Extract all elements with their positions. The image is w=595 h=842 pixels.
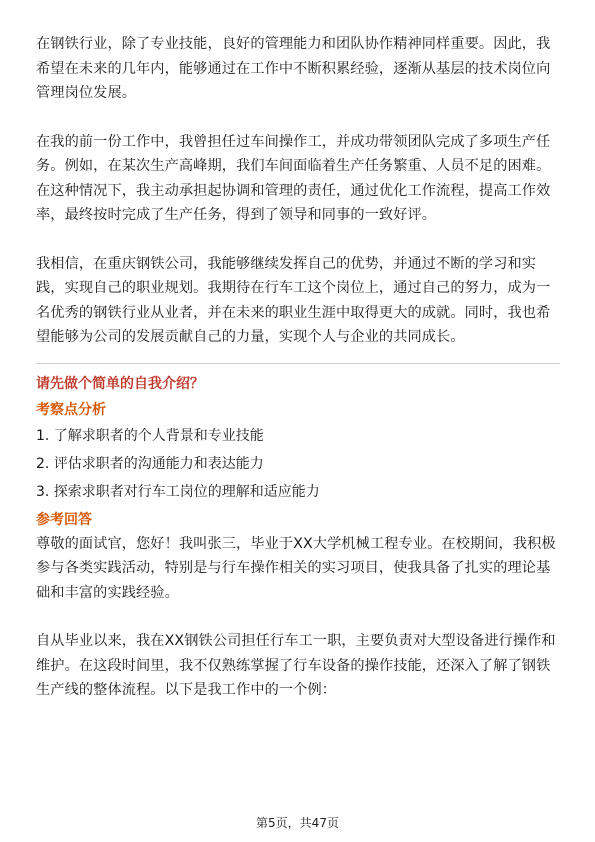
- analysis-item: 2. 评估求职者的沟通能力和表达能力: [36, 455, 264, 472]
- page-content: [36, 32, 560, 703]
- paragraph-career-plan: 在钢铁行业，除了专业技能，良好的管理能力和团队协作精神同样重要。因此，我希望在未来的几年内，能够通过在工作中不断积累经验，逐渐从基层的技术岗位向管理岗位发展。: [36, 36, 551, 101]
- paragraph-belief: 我相信，在重庆钢铁公司，我能够继续发挥自己的优势，并通过不断的学习和实践，实现自己的职业规划。我期待在行车工这个岗位上，通过自己的努力，成为一名优秀的钢铁行业从业者，并在未来的职业生涯中取得更大的成就。同时，我也希望能够为公司的发展贡献自己的力量，实现个人与企业的共同成长。: [36, 255, 551, 345]
- answer-heading: 参考回答: [36, 511, 92, 528]
- analysis-item: 3. 探索求职者对行车工岗位的理解和适应能力: [36, 483, 320, 500]
- section-divider: [36, 363, 560, 364]
- analysis-item: 1. 了解求职者的个人背景和专业技能: [36, 427, 264, 444]
- answer-paragraph: 尊敬的面试官，您好！我叫张三，毕业于XX大学机械工程专业。在校期间，我积极参与各类实践活动，特别是与行车操作相关的实习项目，使我具备了扎实的理论基础和丰富的实践经验。: [36, 535, 556, 601]
- interview-question: 请先做个简单的自我介绍？: [36, 375, 204, 392]
- page-number: 第5页，共47页: [256, 816, 339, 830]
- paragraph-previous-job: 在我的前一份工作中，我曾担任过车间操作工，并成功带领团队完成了多项生产任务。例如，在某次生产高峰期，我们车间面临着生产任务繁重、人员不足的困难。在这种情况下，我主动承担起协调和管理的责任，通过优化工作流程，提高工作效率，最终按时完成了生产任务，得到了领导和同事的一致好评。: [36, 133, 551, 223]
- answer-paragraph: 自从毕业以来，我在XX钢铁公司担任行车工一职，主要负责对大型设备进行操作和维护。在这段时间里，我不仅熟练掌握了行车设备的操作技能，还深入了解了钢铁生产线的整体流程。以下是我工作中的一个例：: [36, 633, 556, 698]
- analysis-heading: 考察点分析: [36, 401, 106, 418]
